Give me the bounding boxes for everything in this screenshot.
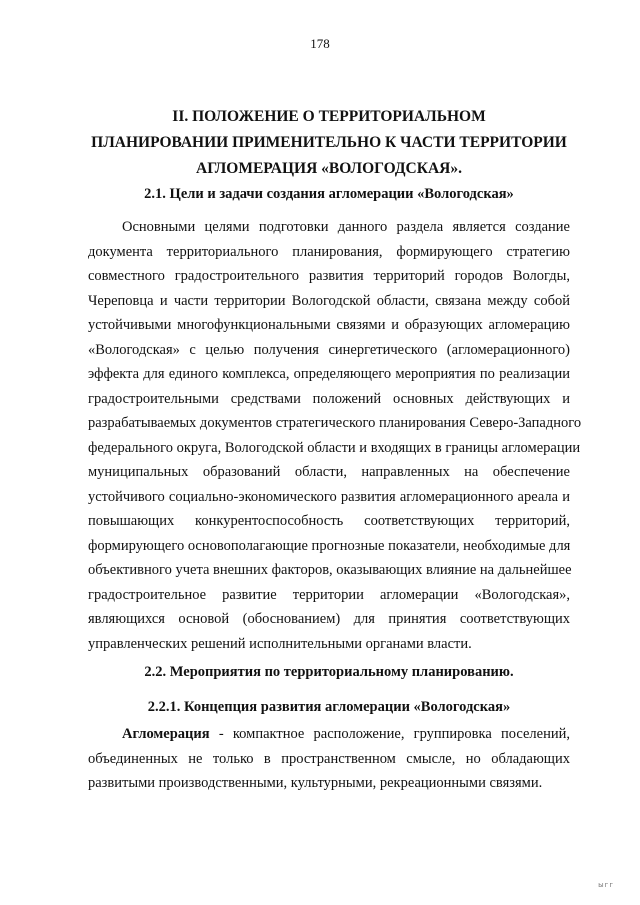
paragraph-line: градостроительное развитие территории агломерации «Вологодская»,: [88, 586, 570, 603]
paragraph-line: эффекта для единого комплекса, определяющего мероприятия по реализации: [88, 366, 570, 382]
section-2-1-heading: 2.1. Цели и задачи создания агломерации «Вологодская»: [144, 186, 514, 202]
paragraph-line: градостроительными средствами положений основных действующих и: [88, 390, 570, 407]
paragraph-line: Основными целями подготовки данного раздела является создание: [122, 219, 570, 235]
paragraph-line: муниципальных образований области, направленных на обеспечение: [88, 464, 570, 480]
paragraph-line: формирующего основополагающие прогнозные показатели, необходимые для: [88, 537, 571, 554]
page-number: 178: [310, 36, 330, 51]
paragraph-line: федерального округа, Вологодской области и входящих в границы агломерации: [88, 439, 581, 456]
paragraph-line: объединенных не только в пространственном смысле, но обладающих: [88, 750, 570, 767]
paragraph-line: устойчивыми многофункциональными связями и образующих агломерацию: [88, 317, 570, 333]
paragraph-line: объективного учета внешних факторов, оказывающих влияние на дальнейшее: [88, 562, 572, 578]
paragraph-line: повышающих конкурентоспособность соответствующих территорий,: [88, 513, 570, 529]
paragraph-line: являющихся основой (обоснованием) для принятия соответствующих: [88, 611, 570, 627]
paragraph-line: устойчивого социально-экономического развития агломерационного ареала и: [88, 488, 570, 505]
paragraph-line: документа территориального планирования, формирующего стратегию: [88, 243, 570, 260]
main-title: [88, 104, 570, 182]
section-2-1-paragraph: [88, 215, 582, 656]
section-2-2-1-paragraph: [88, 722, 570, 796]
section-2-2-heading: 2.2. Мероприятия по территориальному планированию.: [144, 664, 514, 680]
paragraph-line: «Вологодская» с целью получения синергетического (агломерационного): [88, 341, 570, 358]
paragraph-line: управленческих решений исполнительными органами власти.: [88, 635, 472, 652]
paragraph-line: [88, 722, 570, 747]
paragraph-line: совместного градостроительного развития территорий городов Вологды,: [88, 268, 570, 284]
paragraph-line: развитыми производственными, культурными, рекреационными связями.: [88, 775, 543, 791]
definition-text: - компактное расположение, группировка поселений,: [209, 726, 570, 742]
main-title-line-2: ПЛАНИРОВАНИИ ПРИМЕНИТЕЛЬНО К ЧАСТИ ТЕРРИТОРИИ: [91, 134, 567, 151]
main-title-line-1: II. ПОЛОЖЕНИЕ О ТЕРРИТОРИАЛЬНОМ: [172, 108, 486, 125]
paragraph-line: разрабатываемых документов стратегического планирования Северо-Западного: [88, 415, 582, 431]
term-agglomeration: Агломерация: [122, 726, 210, 742]
paragraph-line: Череповца и части территории Вологодской области, связана между собой: [88, 292, 570, 309]
main-title-line-3: АГЛОМЕРАЦИЯ «ВОЛОГОДСКАЯ».: [196, 160, 462, 177]
section-2-2-1-heading: 2.2.1. Концепция развития агломерации «Вологодская»: [147, 699, 511, 715]
footer-mark: ыгг: [598, 881, 614, 889]
